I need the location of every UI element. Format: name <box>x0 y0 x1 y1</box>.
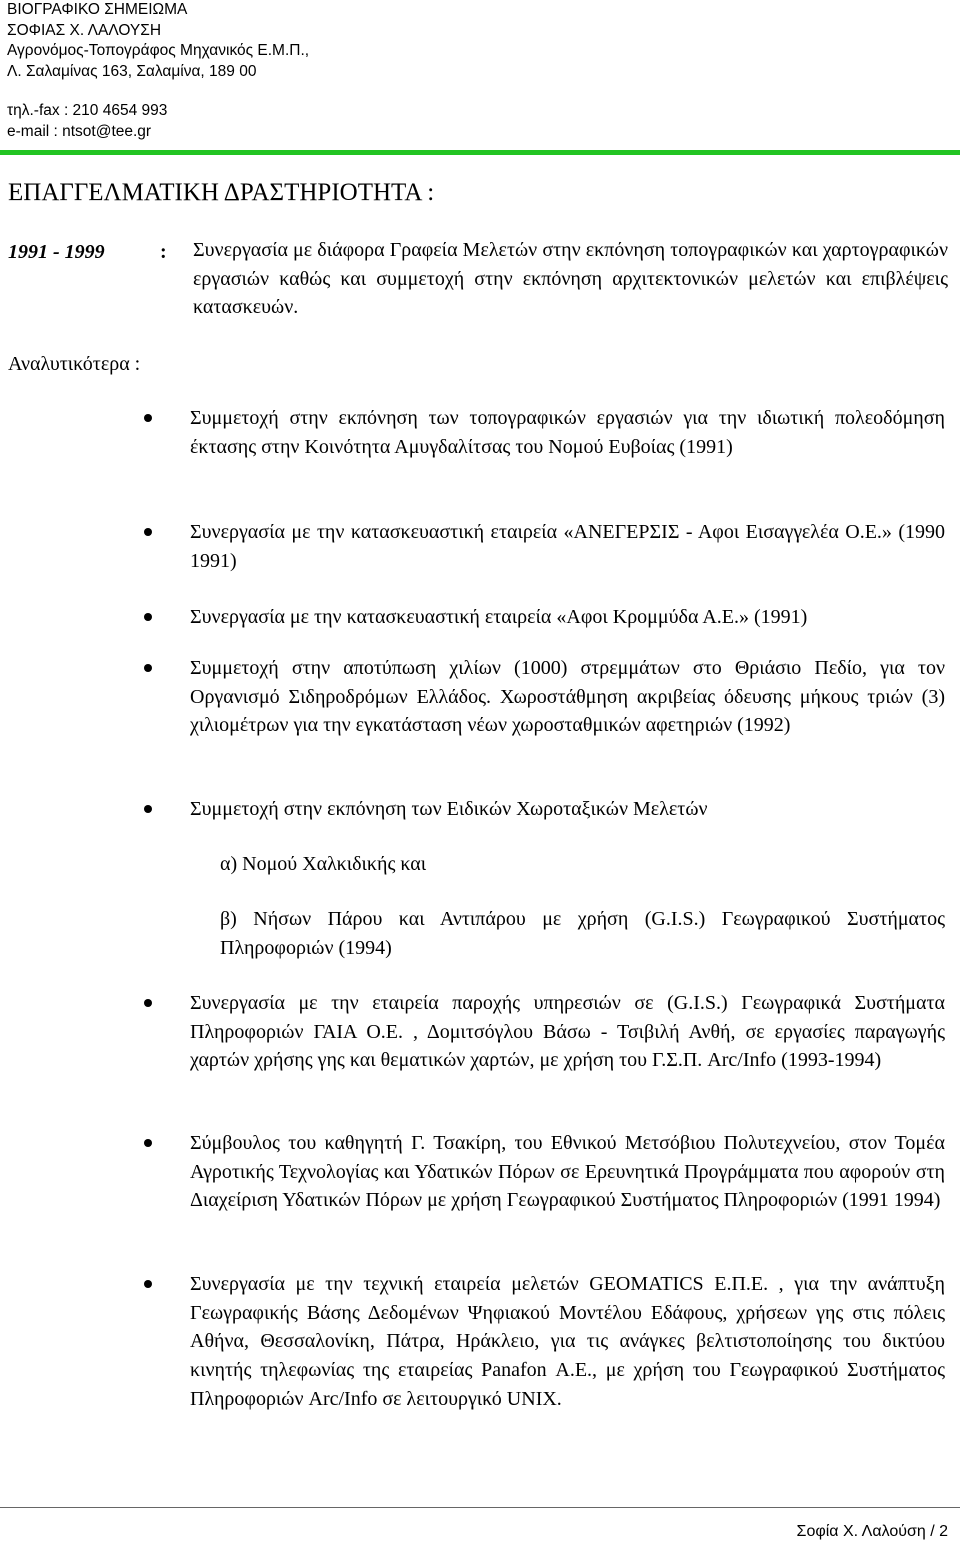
person-name: ΣΟΦΙΑΣ Χ. ΛΑΛΟΥΣΗ <box>7 21 162 39</box>
cv-header <box>7 0 309 142</box>
bullet-icon <box>144 805 152 813</box>
header-divider <box>0 150 960 155</box>
list-item-text: Συνεργασία με την εταιρεία παροχής υπηρεσιών σε (G.I.S.) Γεωγραφικά Συστήματα Πληροφοριών ΓΑΙΑ Ο.Ε. , Δομιτσόγλου Βάσω - Τσιβιλή Ανθή, σε εργασίες παραγωγής χαρτών χρήσης γης και θεματικών χαρτών, με χρήση του Γ.Σ.Π. Arc/Info (1993-1994) <box>190 992 945 1072</box>
document-title: ΒΙΟΓΡΑΦΙΚΟ ΣΗΜΕΙΩΜΑ <box>7 1 188 18</box>
period-row <box>8 236 948 322</box>
bullet-icon <box>144 664 152 672</box>
list-item-text: Συνεργασία με την κατασκευαστική εταιρεία «Αφοι Κρομμύδα Α.Ε.» (1991) <box>190 606 808 628</box>
bullet-icon <box>144 1139 152 1147</box>
period-description: Συνεργασία με διάφορα Γραφεία Μελετών στην εκπόνηση τοπογραφικών και χαρτογραφικών εργασιών καθώς και συμμετοχή στην εκπόνηση αρχιτεκτονικών μελετών και επιβλέψεις κατασκευών. <box>193 239 948 318</box>
list-item-text: Συμμετοχή στην εκπόνηση των Ειδικών Χωροταξικών Μελετών <box>190 798 708 820</box>
period-colon: : <box>160 241 167 263</box>
footer-divider <box>0 1507 960 1508</box>
bullet-icon <box>144 528 152 536</box>
address: Λ. Σαλαμίνας 163, Σαλαμίνα, 189 00 <box>7 62 257 80</box>
bullet-icon <box>144 1280 152 1288</box>
bullet-icon <box>144 999 152 1007</box>
email-address: e-mail : ntsot@tee.gr <box>7 122 152 140</box>
detail-label: Αναλυτικότερα : <box>8 353 141 375</box>
period-years: 1991 - 1999 <box>8 241 105 263</box>
sub-item: β) Νήσων Πάρου και Αντιπάρου με χρήση (G.I.S.) Γεωγραφικού Συστήματος Πληροφοριών (1994) <box>220 908 945 959</box>
profession: Αγρονόμος-Τοπογράφος Μηχανικός Ε.Μ.Π., <box>7 42 310 59</box>
list-item-text: Συμμετοχή στην εκπόνηση των τοπογραφικών εργασιών για την ιδιωτική πολεοδόμηση έκτασης στην Κοινότητα Αμυγδαλίτσας του Νομού Ευβοίας (1991) <box>190 407 945 458</box>
sub-item: α) Νομού Χαλκιδικής και <box>220 853 427 875</box>
bullet-icon <box>144 613 152 621</box>
list-item-text: Συμμετοχή στην αποτύπωση χιλίων (1000) στρεμμάτων στο Θριάσιο Πεδίο, για τον Οργανισμό Σιδηροδρόμων Ελλάδος. Χωροστάθμηση ακριβείας όδευσης μήκους τριών (3) χιλιομέτρων για την εγκατάσταση νέων χωροσταθμικών αφετηριών (1992) <box>190 657 945 737</box>
list-item-text: Σύμβουλος του καθηγητή Γ. Τσακίρη, του Εθνικού Μετσόβιου Πολυτεχνείου, στον Τομέα Αγροτικής Τεχνολογίας και Υδατικών Πόρων σε Ερευνητικά Προγράμματα που αφορούν στη Διαχείριση Υδατικών Πόρων με χρήση Γεωγραφικού Συστήματος Πληροφοριών (1991 1994) <box>190 1132 945 1212</box>
phone-fax: τηλ.-fax : 210 4654 993 <box>7 102 168 119</box>
page-footer-label: Σοφία Χ. Λαλούση / 2 <box>796 1523 948 1540</box>
list-item-text: Συνεργασία με την τεχνική εταιρεία μελετών GEOMATICS Ε.Π.Ε. , για την ανάπτυξη Γεωγραφικής Βάσης Δεδομένων Ψηφιακού Μοντέλου Εδάφους, χρήσεων γης στις πόλεις Αθήνα, Θεσσαλονίκη, Πάτρα, Ηράκλειο, για τις ανάγκες βελτιστοποίησης του δικτύου κινητής τηλεφωνίας της εταιρείας Panafon Α.Ε., με χρήση του Γεωγραφικού Συστήματος Πληροφοριών Arc/Info σε λειτουργικό UNIX. <box>190 1273 945 1410</box>
section-title: ΕΠΑΓΓΕΛΜΑΤΙΚΗ ΔΡΑΣΤΗΡΙΟΤΗΤΑ : <box>8 179 435 206</box>
list-item-text: Συνεργασία με την κατασκευαστική εταιρεία «ΑΝΕΓΕΡΣΙΣ - Αφοι Εισαγγελέα Ο.Ε.» (1990 1991) <box>190 521 945 572</box>
bullet-icon <box>144 414 152 422</box>
